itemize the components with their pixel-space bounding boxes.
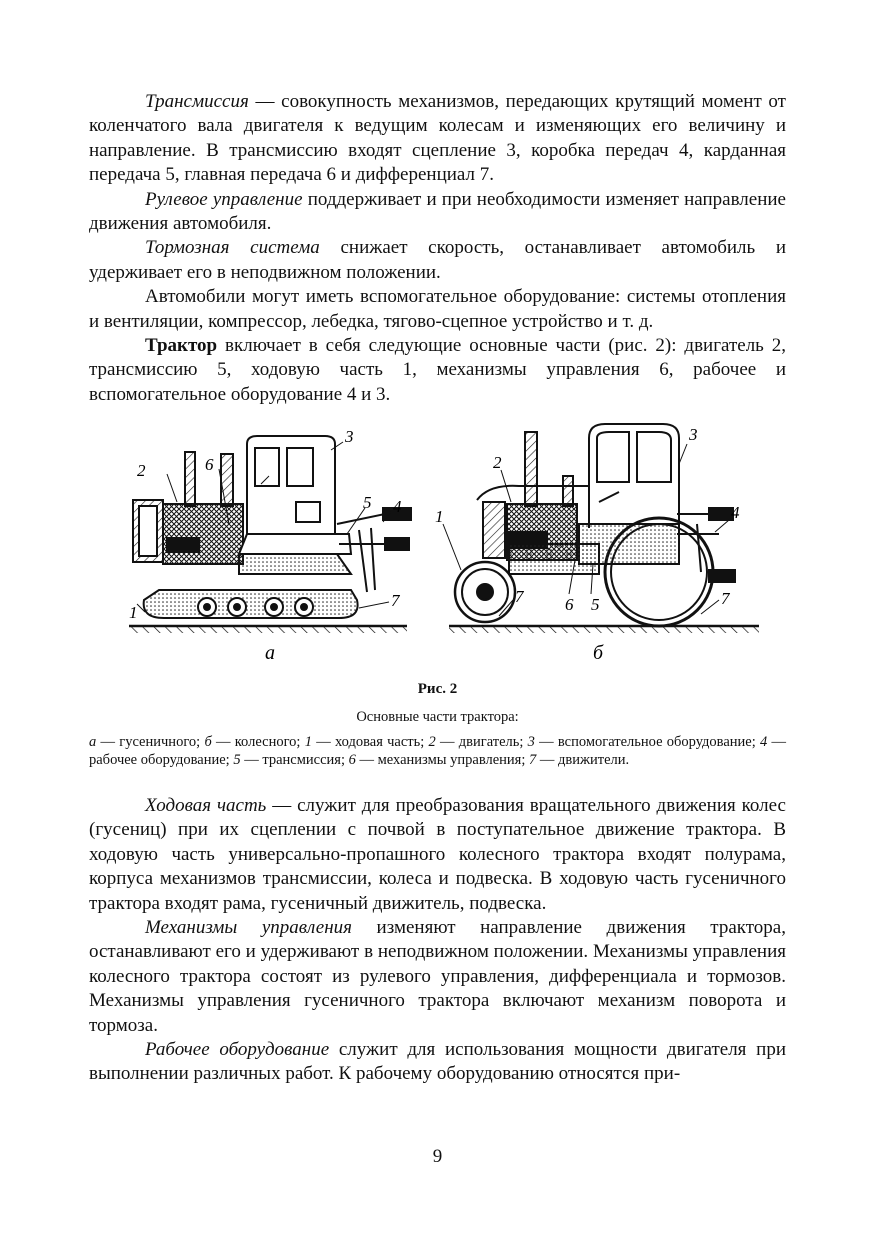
legend-text: — рабочее оборудование; <box>89 734 786 768</box>
paragraph-aux-equipment <box>89 285 786 334</box>
crawler-tractor-drawing <box>129 436 411 633</box>
fig-label-b: б <box>593 642 604 664</box>
fig-a-num-2: 2 <box>137 461 146 480</box>
tractor-figure <box>89 404 786 684</box>
paragraph-text: включает в себя следующие основные части (рис. 2): двигатель 2, трансмиссию 5, ходовую часть 1, механизмы управления 6, рабочее и вспомогательное оборудование 4 и 3. <box>89 335 786 405</box>
fig-b-num-7b: 7 <box>721 589 730 608</box>
legend-key: 7 <box>529 752 537 768</box>
legend-text: — гусеничного; <box>96 734 205 750</box>
paragraph-running-gear <box>89 794 786 916</box>
fig-a-num-3: 3 <box>345 427 354 446</box>
paragraph-text: изменяют направление движения трактора, останавливают его и удерживают в неподвижном положении. Механизмы управления колесного трактора состоят из рулевого управления, дифференциала и тормозов. Механизмы управления гусеничного трактора включают механизм поворота и тормоза. <box>89 917 786 1036</box>
paragraph-text: — совокупность механизмов, передающих крутящий момент от коленчатого вала двигателя к ведущим колесам и изменяющих его величину и направление. В трансмиссию входят сцепление 3, коробка передач 4, карданная передача 5, главная передача 6 и дифференциал 7. <box>89 91 786 186</box>
top-text-block <box>89 90 786 407</box>
fig-a-num-1: 1 <box>129 603 138 622</box>
paragraph-text: поддерживает и при необходимости изменяет направление движения автомобиля. <box>89 188 786 235</box>
tractor-drawings <box>89 404 786 684</box>
figure-caption-subtitle: Основные части трактора: <box>356 709 519 725</box>
fig-b-num-3: 3 <box>689 425 698 444</box>
figure-caption-title: Рис. 2 <box>417 681 458 697</box>
legend-key: 3 <box>527 734 535 750</box>
fig-b-num-1: 1 <box>435 507 444 526</box>
paragraph-brakes <box>89 236 786 285</box>
legend-text: — механизмы управления; <box>355 752 529 768</box>
term-steering: Рулевое управление <box>145 188 303 210</box>
paragraph-control-mechanisms <box>89 916 786 1038</box>
legend-key: 2 <box>428 734 436 750</box>
paragraph-text: снижает скорость, останавливает автомобиль и удерживает его в неподвижном положении. <box>89 237 787 283</box>
paragraph-tractor <box>89 334 786 407</box>
legend-key: б <box>204 734 212 750</box>
legend-text: — ходовая часть; <box>311 734 429 750</box>
legend-text: — движители. <box>536 752 630 768</box>
fig-label-a: а <box>265 642 275 664</box>
fig-b-num-5: 5 <box>591 595 600 614</box>
fig-a-num-7: 7 <box>391 591 400 610</box>
fig-a-num-5: 5 <box>363 493 372 512</box>
fig-a-num-4: 4 <box>393 497 402 516</box>
paragraph-text: Автомобили могут иметь вспомогательное оборудование: системы отопления и вентиляции, компрессор, лебедка, тягово-сцепное устройство и т. д. <box>89 286 786 332</box>
paragraph-text: служит для использования мощности двигателя при выполнении различных работ. К рабочему оборудованию относятся при- <box>89 1039 786 1085</box>
legend-key: 4 <box>760 734 768 750</box>
term-working-equipment: Рабочее оборудование <box>145 1039 330 1061</box>
bottom-text-block <box>89 794 786 1087</box>
paragraph-transmission <box>89 90 786 188</box>
paragraph-steering <box>89 188 786 237</box>
figure-caption-legend <box>89 733 786 769</box>
legend-text: — двигатель; <box>435 734 528 750</box>
fig-b-num-7a: 7 <box>515 587 524 606</box>
term-running-gear: Ходовая часть <box>145 795 267 816</box>
term-tractor: Трактор <box>145 335 218 357</box>
paragraph-text: — служит для преобразования вращательного движения колес (гусениц) при их сцеплении с почвой в поступательное движение трактора. В ходовую часть универсально-пропашного колесного трактора входят полурама, корпуса механизмов трансмиссии, колеса и подвеска. В ходовую часть гусеничного трактора входят рама, гусеничный движитель, подвеска. <box>89 795 786 914</box>
legend-text: — колесного; <box>211 734 305 750</box>
term-control-mechanisms: Механизмы управления <box>145 917 352 939</box>
legend-key: 5 <box>233 752 241 768</box>
fig-b-num-2: 2 <box>493 453 502 472</box>
term-transmission: Трансмиссия <box>145 91 249 112</box>
wheeled-tractor-drawing <box>443 424 759 633</box>
legend-key: 6 <box>348 752 356 768</box>
page-number: 9 <box>432 1146 443 1167</box>
legend-key: а <box>89 734 97 750</box>
legend-key: 1 <box>304 734 312 750</box>
term-brakes: Тормозная система <box>145 237 320 259</box>
fig-a-num-6: 6 <box>205 455 214 474</box>
fig-b-num-4: 4 <box>731 503 740 522</box>
legend-text: — трансмиссия; <box>240 752 349 768</box>
fig-b-num-6: 6 <box>565 595 574 614</box>
paragraph-working-equipment <box>89 1038 786 1087</box>
legend-text: — вспомогательное оборудование; <box>534 734 760 750</box>
